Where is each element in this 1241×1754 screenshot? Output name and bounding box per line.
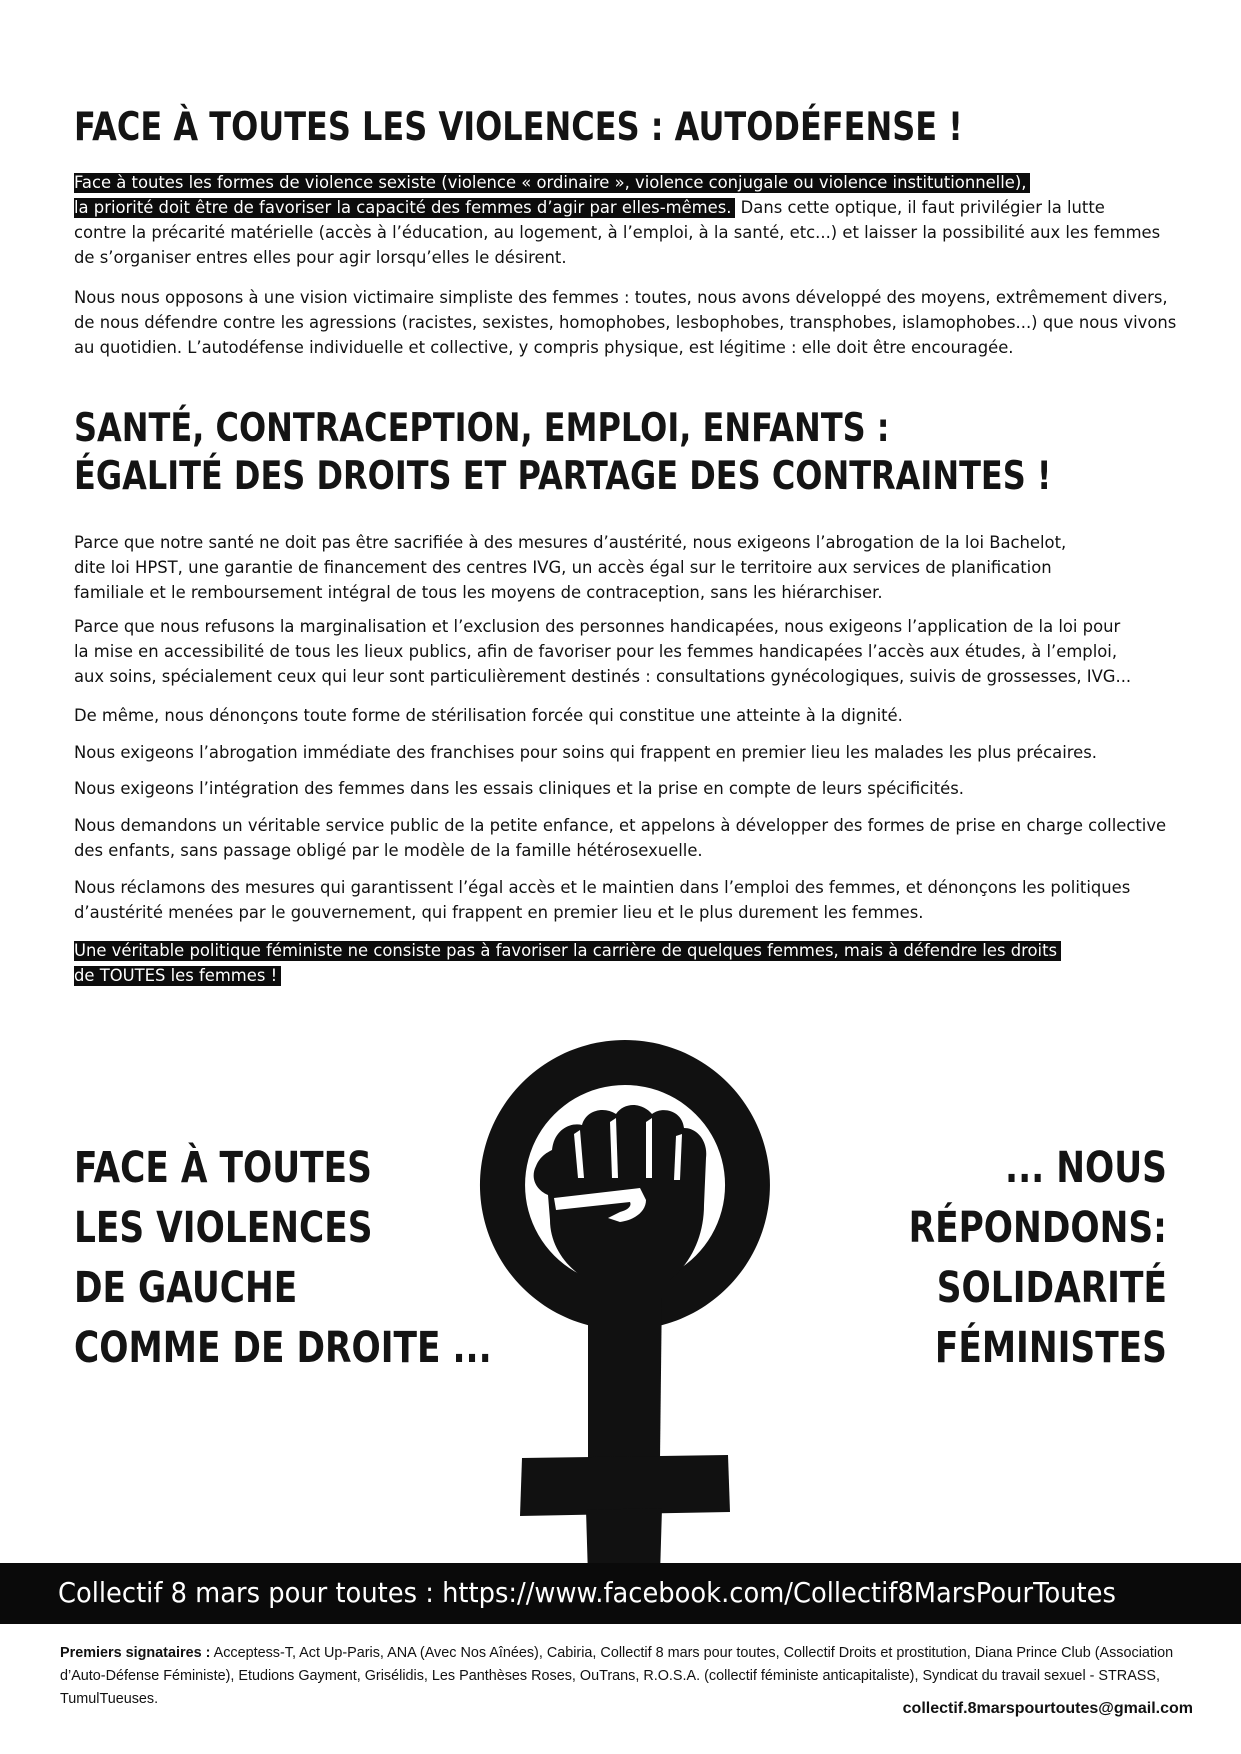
section2-paragraph-franchises: Nous exigeons l’abrogation immédiate des franchises pour soins qui frappent en premier lieu les malades les plus précaires. bbox=[74, 743, 1097, 762]
highlighted-text: la priorité doit être de favoriser la capacité des femmes d’agir par elles-mêmes. bbox=[74, 198, 735, 218]
collective-link-text[interactable]: Collectif 8 mars pour toutes : https://www.facebook.com/Collectif8MarsPourToutes bbox=[58, 1576, 1116, 1609]
contact-email[interactable]: collectif.8marspourtoutes@gmail.com bbox=[902, 1700, 1193, 1717]
section1-heading: FACE À TOUTES LES VIOLENCES : AUTODÉFENSE ! bbox=[74, 105, 963, 150]
highlighted-text: de TOUTES les femmes ! bbox=[74, 966, 281, 986]
highlighted-text: Face à toutes les formes de violence sexiste (violence « ordinaire », violence conjugale ou violence institutionnelle), bbox=[74, 173, 1030, 193]
signatories-list: Acceptess-T, Act Up-Paris, ANA (Avec Nos Aînées), Cabiria, Collectif 8 mars pour toutes, Collectif Droits et prostitution, Diana Prince Club (Association d’Auto-Défense Féministe), Etudions Gayment, Grisélidis, Les Panthèses Roses, OuTrans, R.O.S.A. (collectif féministe anticapitaliste), Syndicat du travail sexuel - STRASS, TumulTueuses. bbox=[60, 1645, 1174, 1707]
highlighted-text: Une véritable politique féministe ne consiste pas à favoriser la carrière de quelques femmes, mais à défendre les droits bbox=[74, 941, 1061, 961]
section2-paragraph-disability: Parce que nous refusons la marginalisation et l’exclusion des personnes handicapées, nous exigeons l’application de la loi pour la mise en accessibilité de tous les lieux publics, afin de favoriser pour les femmes handicapées l’accès aux études, à l’emploi, aux soins, spécialement ceux qui leur sont particulièrement destinés : consultations gynécologiques, suivis de grossesses, IVG... bbox=[74, 617, 1132, 686]
section2-paragraph-health: Parce que notre santé ne doit pas être sacrifiée à des mesures d’austérité, nous exigeons l’abrogation de la loi Bachelot, dite loi HPST, une garantie de financement des centres IVG, un accès égal sur le territoire aux services de planification familiale et le remboursement intégral de tous les moyens de contraception, sans les hiérarchiser. bbox=[74, 533, 1067, 602]
signatories-label: Premiers signataires : bbox=[60, 1645, 211, 1661]
section2-paragraph-employment: Nous réclamons des mesures qui garantissent l’égal accès et le maintien dans l’emploi des femmes, et dénonçons les politiques d’austérité menées par le gouvernement, qui frappent en premier lieu et le plus durement les femmes. bbox=[74, 878, 1131, 922]
feminist-fist-icon bbox=[470, 1030, 780, 1580]
section2-paragraph-clinical: Nous exigeons l’intégration des femmes dans les essais cliniques et la prise en compte de leurs spécificités. bbox=[74, 779, 965, 798]
section2-heading-line1: SANTÉ, CONTRACEPTION, EMPLOI, ENFANTS : bbox=[74, 406, 890, 451]
section1-paragraph1: Face à toutes les formes de violence sexiste (violence « ordinaire », violence conjugale ou violence institutionnelle), la priorité doit être de favoriser la capacité des femmes d’agir par elles-mêmes. Dans cette optique, il faut privilégier la lutte contre la précarité matérielle (accès à l’éducation, au logement, à l’emploi, à la santé, etc...) et laisser la possibilité aux les femmes de s’organiser entres elles pour agir lorsqu’elles le désirent. bbox=[74, 173, 1161, 267]
section2-paragraph-sterilisation: De même, nous dénonçons toute forme de stérilisation forcée qui constitue une atteinte à la dignité. bbox=[74, 706, 903, 725]
section1-paragraph2: Nous nous opposons à une vision victimaire simpliste des femmes : toutes, nous avons développé des moyens, extrêmement divers, de nous défendre contre les agressions (racistes, sexistes, homophobes, lesbophobes, transphobes, islamophobes...) que nous vivons au quotidien. L’autodéfense individuelle et collective, y compris physique, est légitime : elle doit être encouragée. bbox=[74, 288, 1177, 357]
section2-heading-line2: ÉGALITÉ DES DROITS ET PARTAGE DES CONTRAINTES ! bbox=[74, 454, 1052, 499]
slogan-left: FACE À TOUTES LES VIOLENCES DE GAUCHE COMME DE DROITE ... bbox=[74, 1143, 492, 1373]
footer-bar bbox=[0, 1563, 1241, 1624]
section2-paragraph-childcare: Nous demandons un véritable service public de la petite enfance, et appelons à développer des formes de prise en charge collective des enfants, sans passage obligé par le modèle de la famille hétérosexuelle. bbox=[74, 816, 1167, 860]
section2-highlight bbox=[74, 938, 1194, 988]
slogan-right: ... NOUS RÉPONDONS: SOLIDARITÉ FÉMINISTES bbox=[908, 1143, 1167, 1373]
